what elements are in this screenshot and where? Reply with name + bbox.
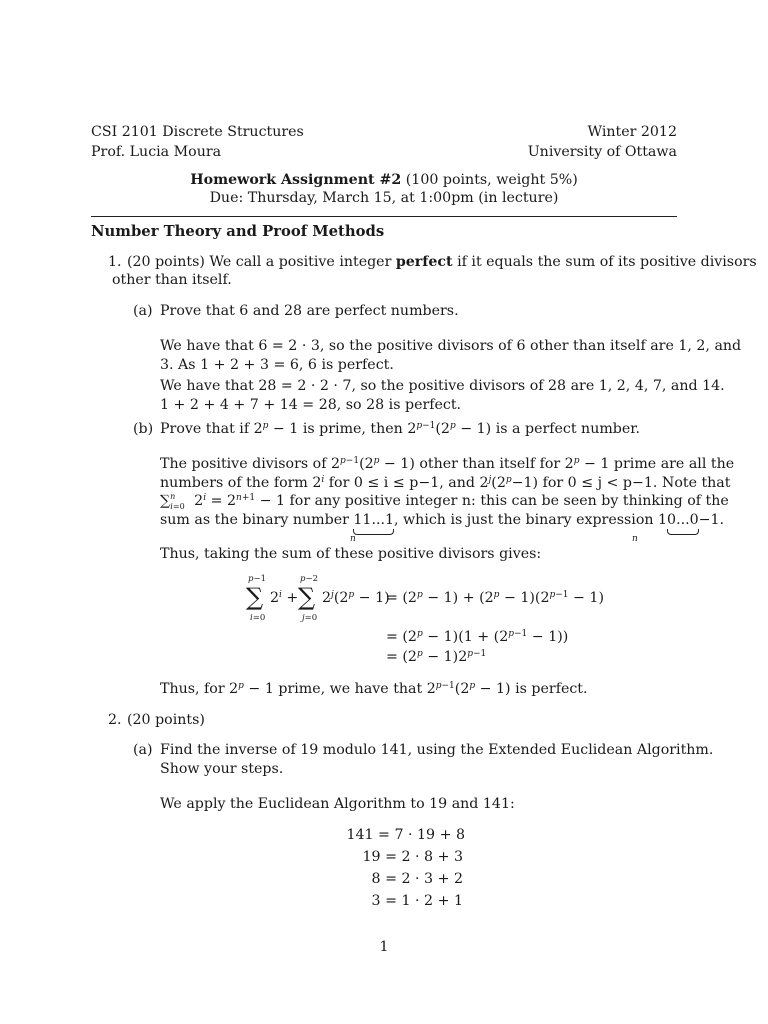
q2a-prompt-line1: Find the inverse of 19 modulo 141, using the Extended Euclidean Algorithm. [160,742,714,758]
q1-intro [127,253,757,271]
assignment-title-rest: (100 points, weight 5%) [401,172,578,188]
q1b-prompt [160,420,640,438]
q2a-label: (a) [133,742,153,758]
due-date: Due: Thursday, March 15, at 1:00pm (in lecture) [209,190,559,206]
equation-line3: = $(2^p - 1)2^{p-1}$ [386,649,487,665]
t: = (2 [386,649,417,665]
exp-p: p [449,421,456,431]
page-number: 1 [379,939,389,955]
exp-p: p [373,456,380,466]
t: −1. [698,512,725,528]
q1-number: 1. [108,254,122,270]
t: − 1)2 [422,649,468,665]
underbrace-zeros: 0...0 [667,512,699,528]
q1b-line2 [160,474,730,492]
q1-intro-line2: other than itself. [112,272,232,288]
t: − 1 prime, we have that 2 [243,681,436,697]
exp-p: p [573,456,580,466]
t: − 1) is perfect. [475,681,588,697]
q1b-conclusion: Thus, for $2^p - 1$ prime, we have that $2^{p-1}(2^p - 1)$ is perfect. [160,681,588,697]
t: for 0 ≤ i ≤ p−1, and 2 [324,475,489,491]
exp-p-1: p−1 [340,456,360,466]
q2-intro: (20 points) [127,712,205,728]
t: − 1) + (2 [422,590,494,606]
exp-i: i [321,475,325,485]
t: − 1)(2 [499,590,550,606]
t: Thus, for 2 [160,681,239,697]
q1b-prompt-c: (2 [435,421,450,437]
q1b-line1 [160,455,734,473]
euclid-step: 19 = 2 · 8 + 3 [362,849,463,865]
assignment-title-bold: Homework Assignment #2 [190,172,402,188]
brace-label-n: n [632,534,638,544]
q1b-prompt-a: Prove that if 2 [160,421,263,437]
section-title: Number Theory and Proof Methods [91,223,385,240]
exp-p: p [262,421,269,431]
assignment-title [91,171,677,189]
t: − 1) [568,590,604,606]
q1a-prompt: Prove that 6 and 28 are perfect numbers. [160,303,459,319]
exp-p: p [505,475,512,485]
q1-intro-bold: perfect [395,254,453,270]
q2-number: 2. [108,712,122,728]
t: − 1 prime are all the [579,456,735,472]
t: (2 [491,475,506,491]
term: Winter 2012 [587,124,677,140]
exp-j: j [488,475,492,485]
exp-i: i [203,493,207,503]
q1b-prompt-d: − 1) is a perfect number. [455,421,640,437]
header-rule [91,216,677,217]
t: sum as the binary number [160,512,354,528]
q1-intro-b: if it equals the sum of its positive divisors [452,254,757,270]
t: The positive divisors of 2 [160,456,341,472]
t: (2 [359,456,374,472]
t: = 2 [206,493,237,509]
brace-label-n: n [350,534,356,544]
t: numbers of the form 2 [160,475,322,491]
t: − 1) other than itself for 2 [379,456,574,472]
professor-name: Prof. Lucia Moura [91,144,222,160]
euclid-step: 3 = 1 · 2 + 1 [371,893,463,909]
q1b-prompt-b: − 1 is prime, then 2 [268,421,417,437]
q2a-answer: We apply the Euclidean Algorithm to 19 and 141: [160,796,515,812]
t: − 1)) [527,629,569,645]
equation-line1-rhs: = $(2^p - 1) + (2^p - 1)(2^{p-1} - 1)$ [386,590,604,606]
q1b-label: (b) [133,421,154,437]
q1a-answer2-line1: We have that 28 = 2 · 2 · 7, so the positive divisors of 28 are 1, 2, 4, 7, and 14. [160,378,725,394]
euclid-step: 8 = 2 · 3 + 2 [371,871,463,887]
q1a-answer1-line2: 3. As 1 + 2 + 3 = 6, 6 is perfect. [160,357,394,373]
t: − 1)(1 + (2 [422,629,509,645]
q1b-line3 [160,492,729,510]
t: , which is just the binary expression 1 [394,512,668,528]
exp-n-plus-1: n+1 [236,493,256,503]
underbrace-ones: 11...1 [353,512,395,528]
sum-j-term: $2^j(2^p - 1)$ [322,590,390,606]
university: University of Ottawa [527,144,677,160]
t: −1) for 0 ≤ j < p−1. Note that [511,475,731,491]
t: = (2 [386,629,417,645]
sum-i-term: $2^i$ + [270,590,299,606]
euclid-step: 141 = 7 · 19 + 8 [346,827,465,843]
sum-i: p−1 ∑ i=0 [246,574,266,623]
q1-intro-a: (20 points) We call a positive integer [127,254,396,270]
sum-symbol: ∑$^n_{i=0}$ [160,492,185,511]
t: = (2 [386,590,417,606]
q1a-answer1-line1: We have that 6 = 2 · 3, so the positive divisors of 6 other than itself are 1, 2, and [160,338,742,354]
course-name: CSI 2101 Discrete Structures [91,124,304,140]
t: (2 [454,681,470,697]
q1a-answer2-line2: 1 + 2 + 4 + 7 + 14 = 28, so 28 is perfect. [160,397,462,413]
q2a-prompt-line2: Show your steps. [160,761,284,777]
t: − 1 for any positive integer n: this can be seen by thinking of the [255,493,729,509]
q1a-label: (a) [133,303,153,319]
equation-line2: = $(2^p - 1)(1 + (2^{p-1} - 1))$ [386,629,569,645]
t: 2 [189,493,204,509]
q1b-line5: Thus, taking the sum of these positive divisors gives: [160,546,542,562]
q1b-line4 [160,511,724,529]
exp-p-1: p−1 [416,421,436,431]
sum-j: p−2 ∑ j=0 [298,574,318,623]
